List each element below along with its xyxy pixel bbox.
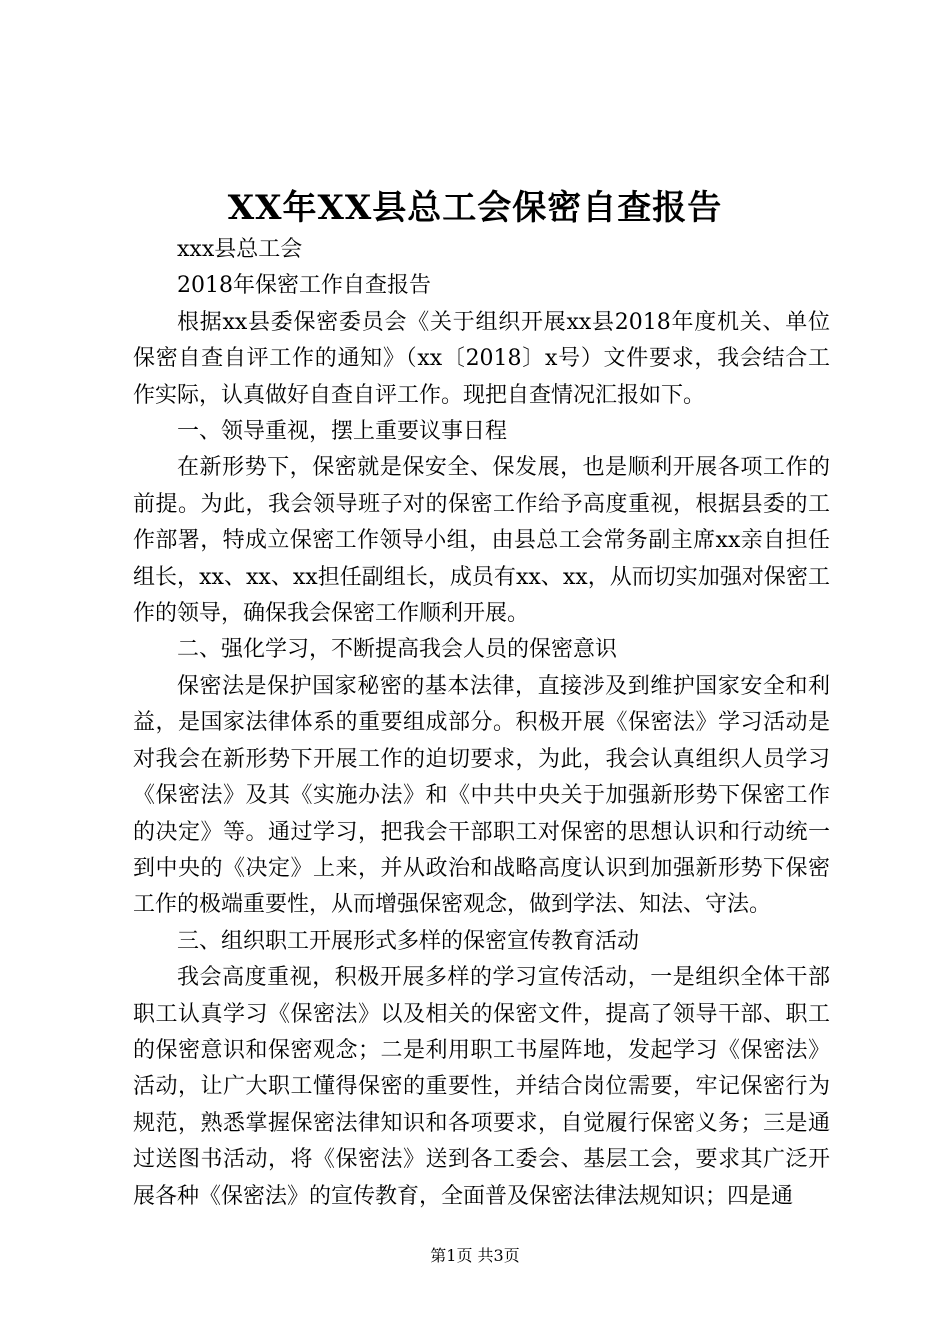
section-heading-2: 二、强化学习，不断提高我会人员的保密意识 bbox=[177, 637, 618, 663]
org-name-line: xxx县总工会 bbox=[177, 237, 303, 262]
section-paragraph-1: 在新形势下，保密就是保安全、保发展，也是顺利开展各项工作的前提。为此，我会领导班子对的保密工作给予高度重视，根据县委的工作部署，特成立保密工作领导小组，由县总工会常务副主席xx亲自担任组长，xx、xx、xx担任副组长，成员有xx、xx，从而切实加强对保密工作的领导，确保我会保密工作顺利开展。 bbox=[133, 455, 830, 627]
page-footer: 第1页 共3页 bbox=[430, 1246, 520, 1265]
intro-paragraph: 根据xx县委保密委员会《关于组织开展xx县2018年度机关、单位保密自查自评工作的通知》（xx〔2018〕x号）文件要求，我会结合工作实际，认真做好自查自评工作。现把自查情况汇报如下。 bbox=[133, 309, 830, 408]
document-title: XX年XX县总工会保密自查报告 bbox=[227, 188, 723, 228]
section-paragraph-2: 保密法是保护国家秘密的基本法律，直接涉及到维护国家安全和利益，是国家法律体系的重要组成部分。积极开展《保密法》学习活动是对我会在新形势下开展工作的迫切要求，为此，我会认真组织人员学习《保密法》及其《实施办法》和《中共中央关于加强新形势下保密工作的决定》等。通过学习，把我会干部职工对保密的思想认识和行动统一到中央的《决定》上来，并从政治和战略高度认识到加强新形势下保密工作的极端重要性，从而增强保密观念，做到学法、知法、守法。 bbox=[133, 673, 830, 918]
section-paragraph-3: 我会高度重视，积极开展多样的学习宣传活动，一是组织全体干部职工认真学习《保密法》以及相关的保密文件，提高了领导干部、职工的保密意识和保密观念；二是利用职工书屋阵地，发起学习《保密法》活动，让广大职工懂得保密的重要性，并结合岗位需要，牢记保密行为规范，熟悉掌握保密法律知识和各项要求，自觉履行保密义务；三是通过送图书活动，将《保密法》送到各工委会、基层工会，要求其广泛开展各种《保密法》的宣传教育，全面普及保密法律法规知识；四是通 bbox=[133, 965, 830, 1209]
section-heading-1: 一、领导重视，摆上重要议事日程 bbox=[177, 419, 508, 445]
document-body bbox=[133, 232, 830, 1215]
section-heading-3: 三、组织职工开展形式多样的保密宣传教育活动 bbox=[177, 928, 640, 954]
report-subtitle-line: 2018年保密工作自查报告 bbox=[177, 273, 431, 299]
